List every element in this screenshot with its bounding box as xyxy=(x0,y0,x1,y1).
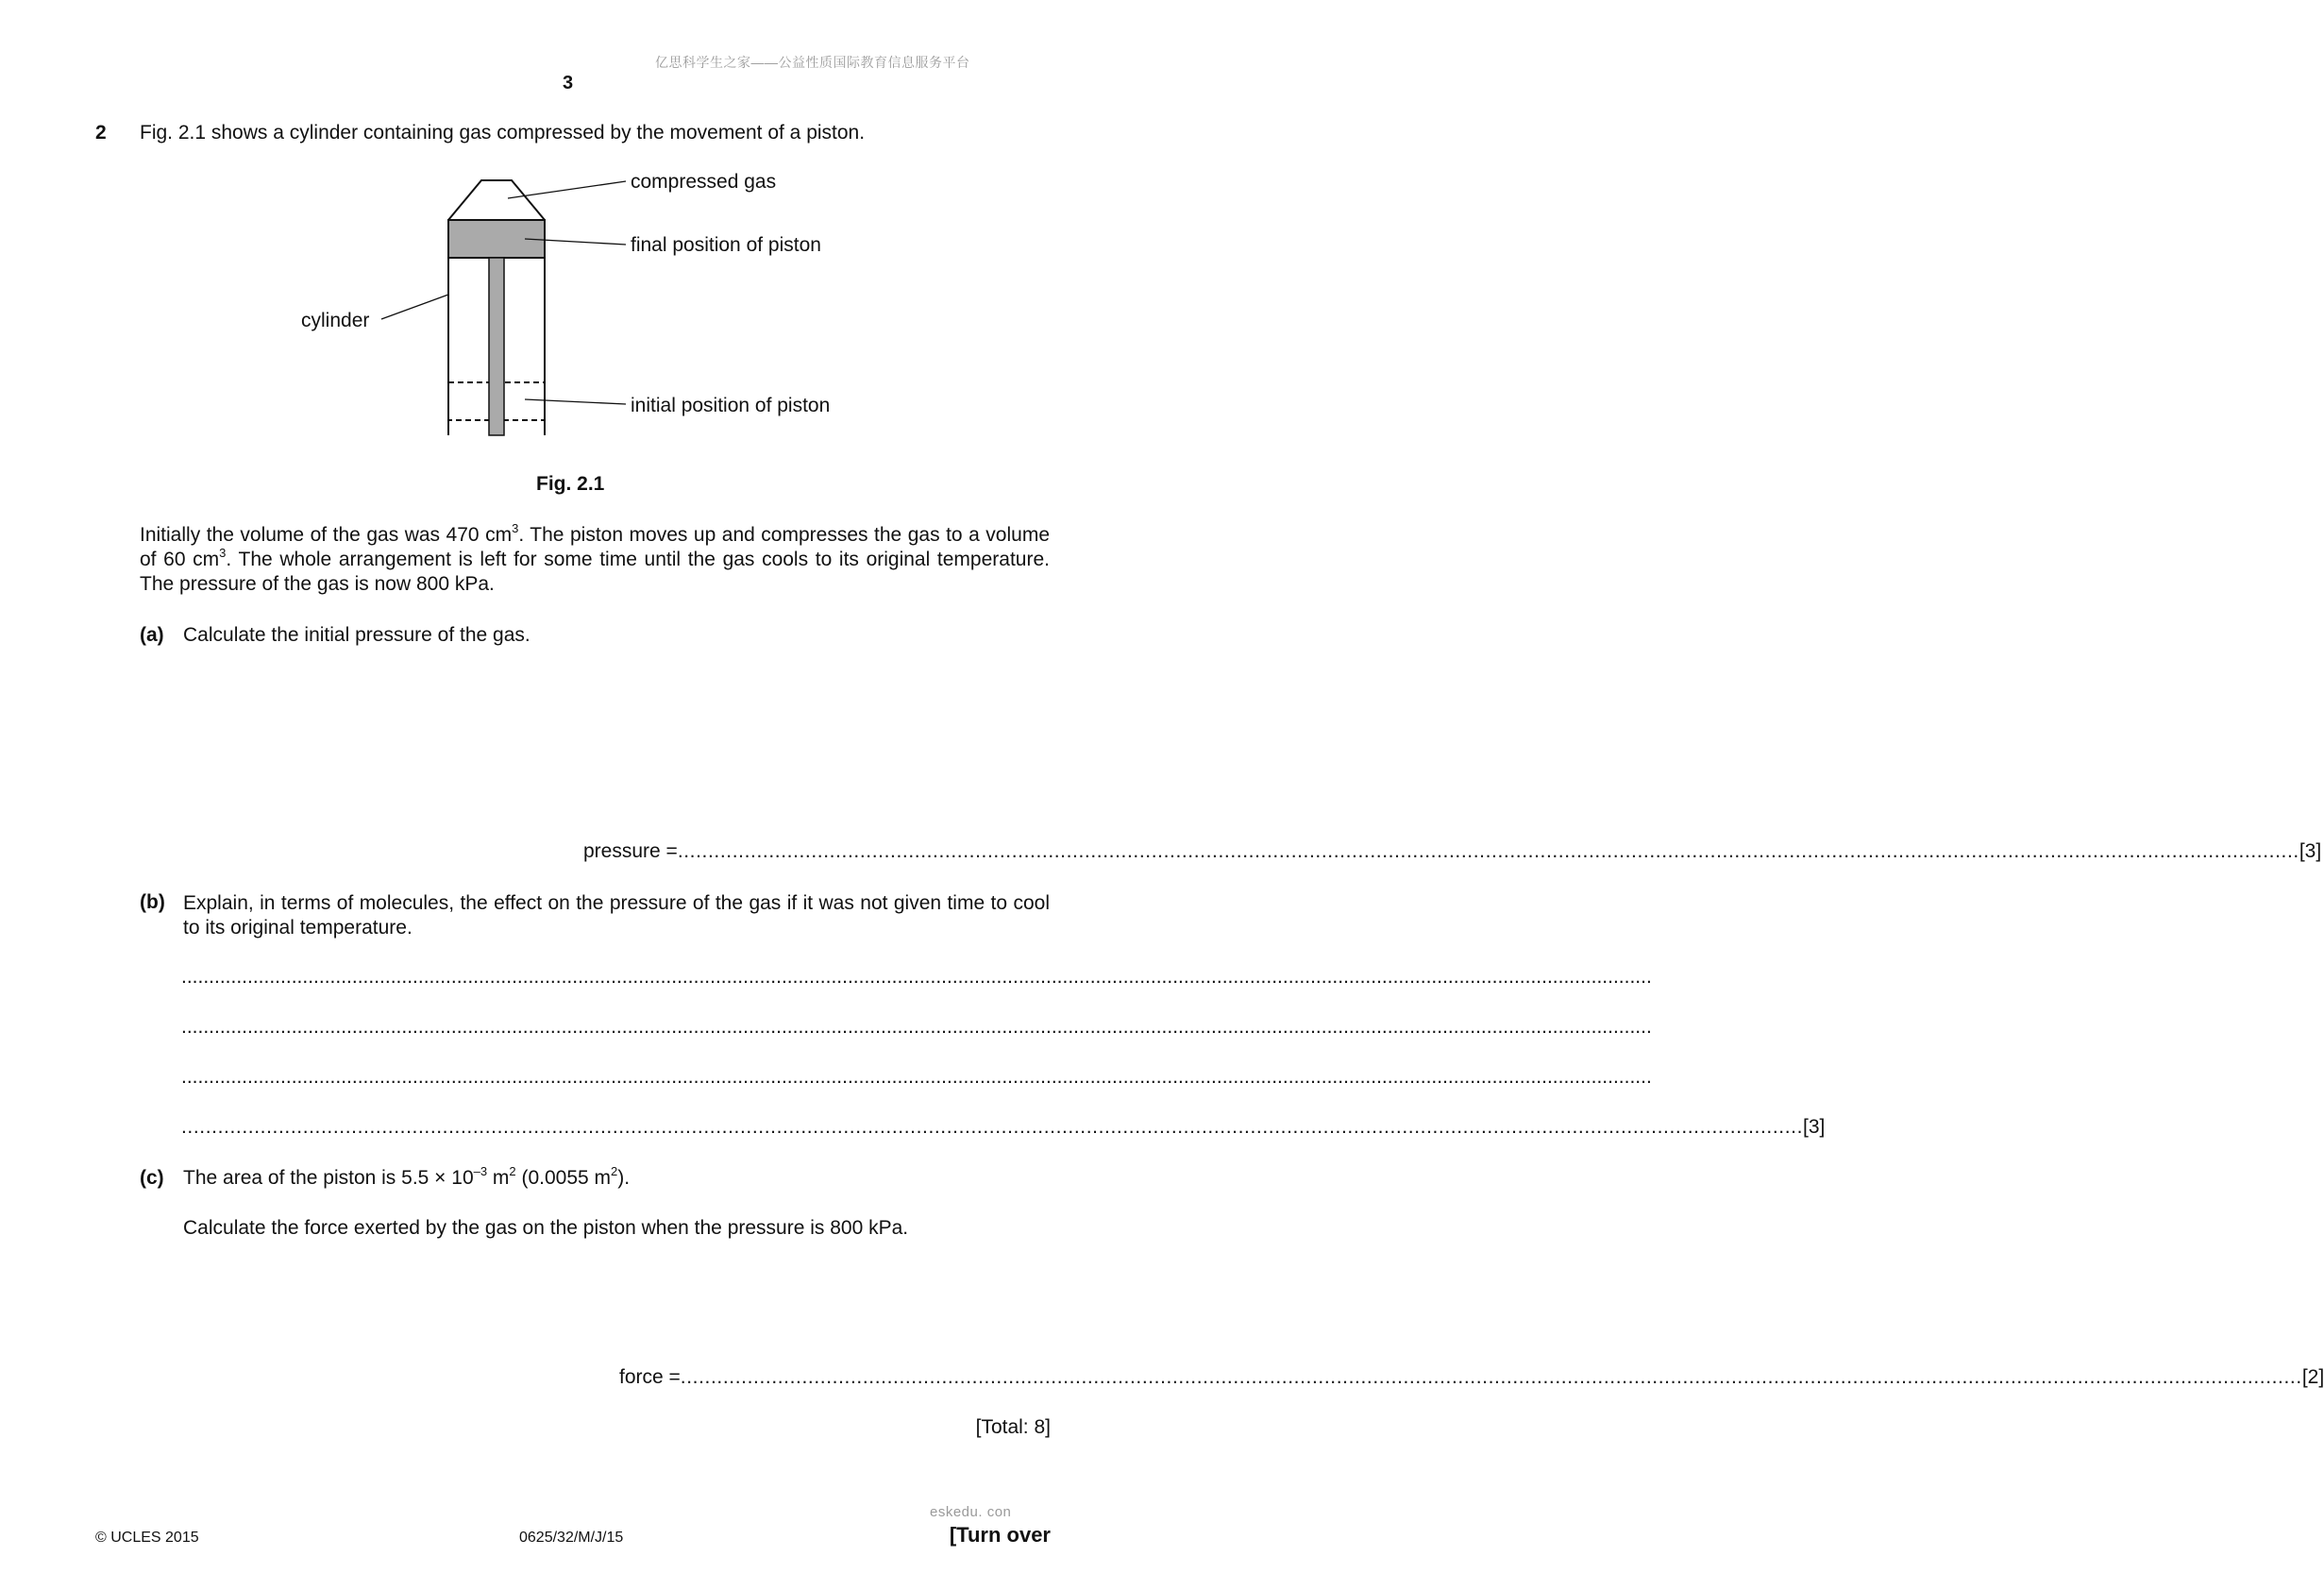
label-initial-piston: initial position of piston xyxy=(631,395,831,416)
pressure-dots[interactable]: ........................................................................................................................................................................................................................................................................... xyxy=(677,840,2299,862)
label-final-piston: final position of piston xyxy=(631,234,821,256)
force-prefix: force = xyxy=(619,1366,681,1388)
leader-initial-piston xyxy=(525,399,626,404)
part-c-area-text xyxy=(183,1164,631,1190)
part-b-text: Explain, in terms of molecules, the effect on the pressure of the gas if it was not given time to cool to its original temperature. xyxy=(183,892,1050,939)
answer-dots[interactable]: ........................................................................................................................................................................................................................................................................... xyxy=(181,966,1652,988)
label-compressed-gas: compressed gas xyxy=(631,171,777,193)
answer-dots[interactable]: ........................................................................................................................................................................................................................................................................... xyxy=(181,1066,1652,1088)
answer-dots[interactable]: ........................................................................................................................................................................................................................................................................... xyxy=(181,1116,1804,1138)
figure-caption: Fig. 2.1 xyxy=(536,473,605,495)
body-part-3: . The whole arrangement is left for some time until the gas cools to its original temperature. The pressure of the gas is now 800 kPa. xyxy=(140,549,1050,595)
area-exp: –3 xyxy=(473,1164,488,1178)
question-body xyxy=(140,523,1050,597)
part-b-answer-line-3[interactable] xyxy=(181,1066,1652,1089)
body-exp-2: 3 xyxy=(219,546,227,560)
area-text-a: The area of the piston is 5.5 × 10 xyxy=(183,1167,474,1189)
body-exp-1: 3 xyxy=(512,521,519,535)
part-a-label: (a) xyxy=(140,624,164,646)
part-a-answer-line[interactable] xyxy=(583,840,2322,863)
area-exp3: 2 xyxy=(611,1164,618,1178)
area-text-d: ). xyxy=(617,1167,631,1189)
piston-rod xyxy=(489,258,504,435)
part-b-answer-line-1[interactable] xyxy=(181,966,1652,989)
leader-cylinder xyxy=(381,295,448,319)
turn-over: [Turn over xyxy=(949,1523,1051,1547)
answer-dots[interactable]: ........................................................................................................................................................................................................................................................................... xyxy=(181,1016,1652,1038)
part-b-answer-line-2[interactable] xyxy=(181,1016,1652,1039)
leader-compressed-gas xyxy=(508,181,626,198)
pressure-prefix: pressure = xyxy=(583,840,678,862)
label-cylinder: cylinder xyxy=(301,310,370,331)
part-c-text: Calculate the force exerted by the gas on the piston when the pressure is 800 kPa. xyxy=(183,1217,909,1239)
body-part-1: Initially the volume of the gas was 470 cm xyxy=(140,524,513,546)
part-b-marks: [3] xyxy=(1803,1116,1826,1138)
part-c-marks: [2] xyxy=(2301,1366,2324,1388)
question-number: 2 xyxy=(95,122,107,144)
area-text-c: (0.0055 m xyxy=(515,1167,612,1189)
part-a-text: Calculate the initial pressure of the gas. xyxy=(183,624,530,646)
page-number: 3 xyxy=(563,73,574,93)
site-watermark: eskedu. con xyxy=(930,1504,1012,1520)
part-c-answer-line[interactable] xyxy=(619,1366,2324,1389)
paper-code: 0625/32/M/J/15 xyxy=(519,1530,624,1546)
question-intro: Fig. 2.1 shows a cylinder containing gas compressed by the movement of a piston. xyxy=(140,122,866,144)
compressed-gas-chamber xyxy=(448,180,545,220)
total-marks: [Total: 8] xyxy=(975,1416,1051,1438)
area-text-b: m xyxy=(487,1167,510,1189)
part-a-marks: [3] xyxy=(2299,840,2322,862)
copyright: © UCLES 2015 xyxy=(95,1530,199,1546)
header-watermark: 亿思科学生之家——公益性质国际教育信息服务平台 xyxy=(655,55,970,70)
part-b-label: (b) xyxy=(140,891,165,913)
part-c-label: (c) xyxy=(140,1167,164,1189)
area-exp2: 2 xyxy=(509,1164,516,1178)
cylinder-piston-figure xyxy=(0,151,1124,444)
part-b-answer-line-4[interactable] xyxy=(181,1116,1826,1139)
force-dots[interactable]: ........................................................................................................................................................................................................................................................................... xyxy=(680,1366,2302,1388)
body-part-2: . The piston moves up and compresses the gas to a volume of 60 cm xyxy=(140,524,1050,570)
